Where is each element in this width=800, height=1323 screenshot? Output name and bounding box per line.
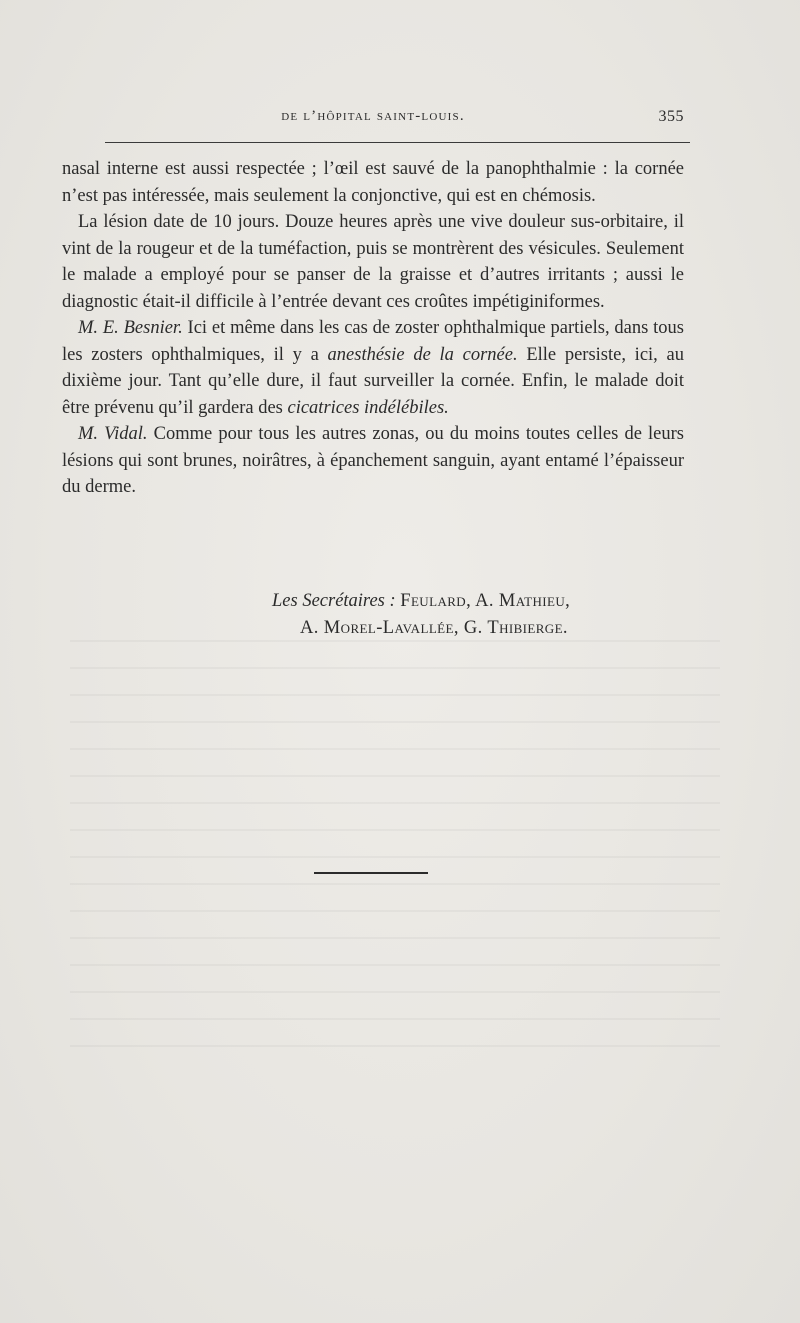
signature-names-2: A. Morel-Lavallée, G. Thibierge.	[300, 617, 568, 638]
besnier-text-b: Elle persiste, ici, au dixième jour. Tant qu’elle dure, il faut surveiller la cornée. Enfin, le malade doit être prévenu qu’il gardera des	[62, 344, 684, 418]
page-number: 355	[658, 108, 684, 125]
running-head	[62, 108, 684, 132]
header-rule	[105, 142, 690, 143]
signature-block	[62, 588, 684, 641]
emphasis-anesthesie: anesthésie de la cornée.	[327, 344, 518, 365]
end-rule	[314, 872, 428, 874]
signature-line-1	[62, 588, 684, 615]
vidal-text: Comme pour tous les autres zonas, ou du moins toutes celles de leurs lésions qui sont brunes, noirâtres, à épanchement sanguin, ayant entamé l’épaisseur du derme.	[62, 424, 684, 497]
paragraph-vidal	[62, 421, 684, 501]
paragraph-continuation: nasal interne est aussi respectée ; l’œil est sauvé de la panophthalmie : la cornée n’est pas intéressée, mais seulement la conjonctive, qui est en chémosis.	[62, 159, 684, 206]
signature-names-1: Feulard, A. Mathieu,	[400, 591, 571, 611]
paragraph-besnier	[62, 315, 684, 421]
besnier-text-a: Ici et même dans les cas de zoster ophthalmique partiels, dans tous les zosters ophthalmiques, il y a	[62, 318, 684, 365]
speaker-vidal: M. Vidal.	[78, 424, 148, 444]
bleed-through-texture	[70, 640, 720, 1060]
running-title: de l’hôpital saint-louis.	[281, 108, 465, 124]
paragraph-lesion: La lésion date de 10 jours. Douze heures après une vive douleur sus-orbitaire, il vint de la rougeur et de la tuméfaction, puis se montrèrent des vésicules. Seulement le malade a employé pour se panser de la graisse et d’autres irritants ; aussi le diagnostic était-il difficile à l’entrée devant ces croûtes impétiginiformes.	[62, 212, 684, 312]
body-text	[62, 156, 684, 501]
speaker-besnier: M. E. Besnier.	[78, 318, 183, 338]
emphasis-cicatrices: cicatrices indélébiles.	[287, 397, 449, 418]
signature-label: Les Secrétaires :	[272, 591, 396, 611]
